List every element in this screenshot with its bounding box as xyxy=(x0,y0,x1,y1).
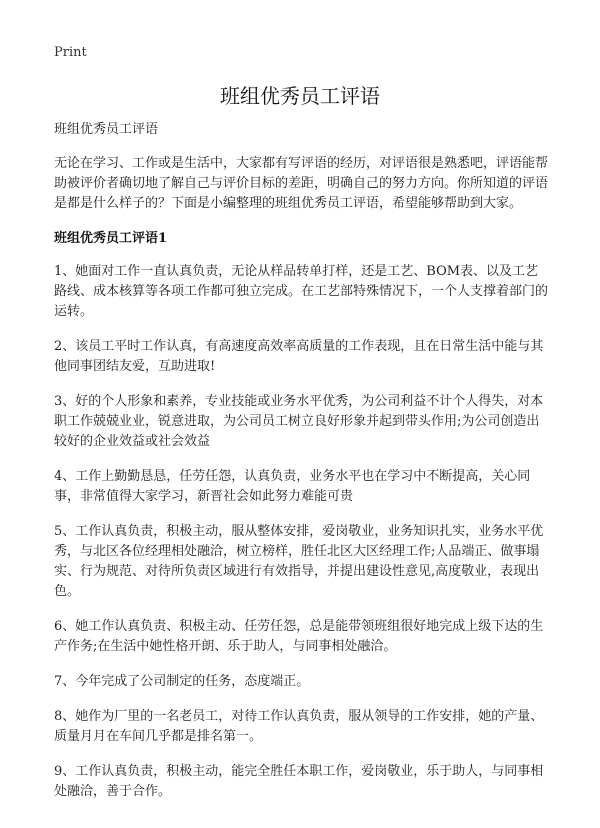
list-item: 2、该员工平时工作认真，有高速度高效率高质量的工作表现，且在日常生活中能与其他同事团结友爱，互助进取! xyxy=(54,339,544,374)
list-item: 8、她作为厂里的一名老员工，对待工作认真负责，服从领导的工作安排，她的产量、质量月月在车间几乎都是排名第一。 xyxy=(54,709,544,744)
list-item: 5、工作认真负责，积极主动，服从整体安排，爱岗敬业，业务知识扎实，业务水平优秀，与北区各位经理相处融洽，树立榜样，胜任北区大区经理工作;人品端正、做事塌实、行为规范、对待所负责区域进行有效指导，并提出建设性意见,高度敬业，表现出色。 xyxy=(54,524,544,599)
list-item: 9、工作认真负责，积极主动，能完全胜任本职工作，爱岗敬业，乐于助人，与同事相处融洽，善于合作。 xyxy=(54,764,544,799)
list-item: 6、她工作认真负责、积极主动、任劳任怨，总是能带领班组很好地完成上级下达的生产作务;在生活中她性格开朗、乐于助人，与同事相处融洽。 xyxy=(54,619,544,654)
document-subtitle: 班组优秀员工评语 xyxy=(54,122,159,137)
list-item: 4、工作上勤勤恳恳，任劳任怨，认真负责，业务水平也在学习中不断提高，关心同事，非常值得大家学习，新晋社会如此努力难能可贵 xyxy=(54,469,531,504)
section-heading: 班组优秀员工评语1 xyxy=(54,231,168,246)
list-item: 1、她面对工作一直认真负责，无论从样品转单打样，还是工艺、BOM表、以及工艺路线、成本核算等各项工作都可独立完成。在工艺部特殊情况下，一个人支撑着部门的运转。 xyxy=(54,264,549,319)
list-item: 3、好的个人形象和素养，专业技能或业务水平优秀，为公司利益不计个人得失，对本职工作兢兢业业，锐意进取，为公司员工树立良好形象并起到带头作用;为公司创造出较好的企业效益或社会效益 xyxy=(54,394,544,449)
document-body xyxy=(54,120,550,817)
intro-paragraph: 无论在学习、工作或是生活中，大家都有写评语的经历，对评语很是熟悉吧，评语能帮助被评价者确切地了解自己与评价目标的差距，明确自己的努力方向。你所知道的评语是都是什么样子的？下面是小编整理的班组优秀员工评语，希望能够帮助到大家。 xyxy=(54,156,549,211)
page-title: 班组优秀员工评语 xyxy=(220,84,380,108)
list-item: 7、今年完成了公司制定的任务，态度端正。 xyxy=(54,674,310,689)
print-link[interactable]: Print xyxy=(54,45,87,60)
